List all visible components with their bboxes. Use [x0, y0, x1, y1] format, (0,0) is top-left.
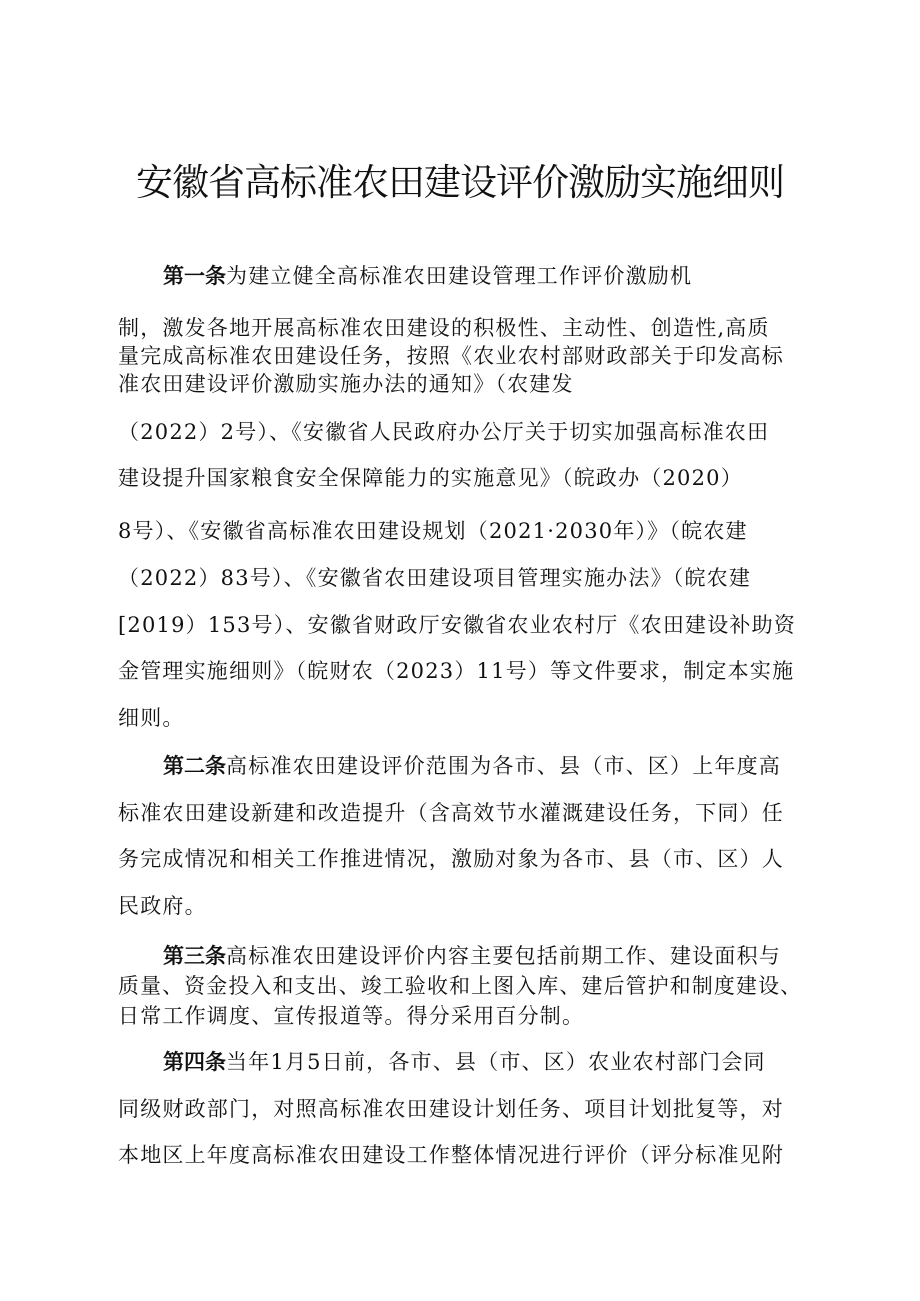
article-2-line-3: 务完成情况和相关工作推进情况，激励对象为各市、县（市、区）人	[118, 847, 784, 871]
article-3-line-2: 质量、资金投入和支出、竣工验收和上图入库、建后管护和制度建设、	[118, 974, 803, 998]
article-3-line-3: 日常工作调度、宣传报道等。得分采用百分制。	[118, 1004, 585, 1028]
article-2-text: 高标准农田建设评价范围为各市、县（市、区）上年度高	[226, 754, 781, 778]
article-1-line-2: 制，激发各地开展高标准农田建设的积极性、主动性、创造性,高质	[118, 316, 770, 340]
article-1-text: 为建立健全高标准农田建设管理工作评价激励机	[226, 264, 693, 288]
article-1-line-1	[163, 262, 692, 290]
article-1-line-7: 8号）、《安徽省高标准农田建设规划（2021·2030年）》（皖农建	[118, 519, 748, 543]
article-4-label: 第四条	[163, 1050, 226, 1074]
article-1-line-11: 细则。	[118, 706, 185, 730]
article-4-line-2: 同级财政部门，对照高标准农田建设计划任务、项目计划批复等，对	[118, 1097, 784, 1121]
article-1-line-10: 金管理实施细则》（皖财农（2023）11号）等文件要求，制定本实施	[118, 659, 795, 683]
article-4-line-1	[163, 1048, 766, 1076]
article-3-line-1	[163, 942, 781, 970]
article-2-label: 第二条	[163, 754, 226, 778]
article-1-line-8: （2022）83号）、《安徽省农田建设项目管理实施办法》（皖农建	[118, 566, 752, 590]
document-title: 安徽省高标准农田建设评价激励实施细则	[136, 161, 784, 204]
article-1-line-6: 建设提升国家粮食安全保障能力的实施意见》（皖政办（2020）	[118, 466, 743, 490]
article-3-text: 高标准农田建设评价内容主要包括前期工作、建设面积与	[226, 944, 781, 968]
article-1-line-9: [2019）153号）、安徽省财政厅安徽省农业农村厅《农田建设补助资	[118, 613, 797, 637]
article-1-label: 第一条	[163, 264, 226, 288]
article-1-line-5: （2022）2号）、《安徽省人民政府办公厅关于切实加强高标准农田	[118, 420, 770, 444]
article-4-line-3: 本地区上年度高标准农田建设工作整体情况进行评价（评分标准见附	[118, 1143, 784, 1167]
article-1-line-4: 准农田建设评价激励实施办法的通知》（农建发	[118, 372, 574, 396]
article-4-text: 当年1月5日前，各市、县（市、区）农业农村部门会同	[226, 1050, 766, 1074]
article-2-line-4: 民政府。	[118, 894, 207, 918]
article-2-line-2: 标准农田建设新建和改造提升（含高效节水灌溉建设任务，下同）任	[118, 801, 784, 825]
article-2-line-1	[163, 752, 781, 780]
article-3-label: 第三条	[163, 944, 226, 968]
article-1-line-3: 量完成高标准农田建设任务，按照《农业农村部财政部关于印发高标	[118, 344, 784, 368]
